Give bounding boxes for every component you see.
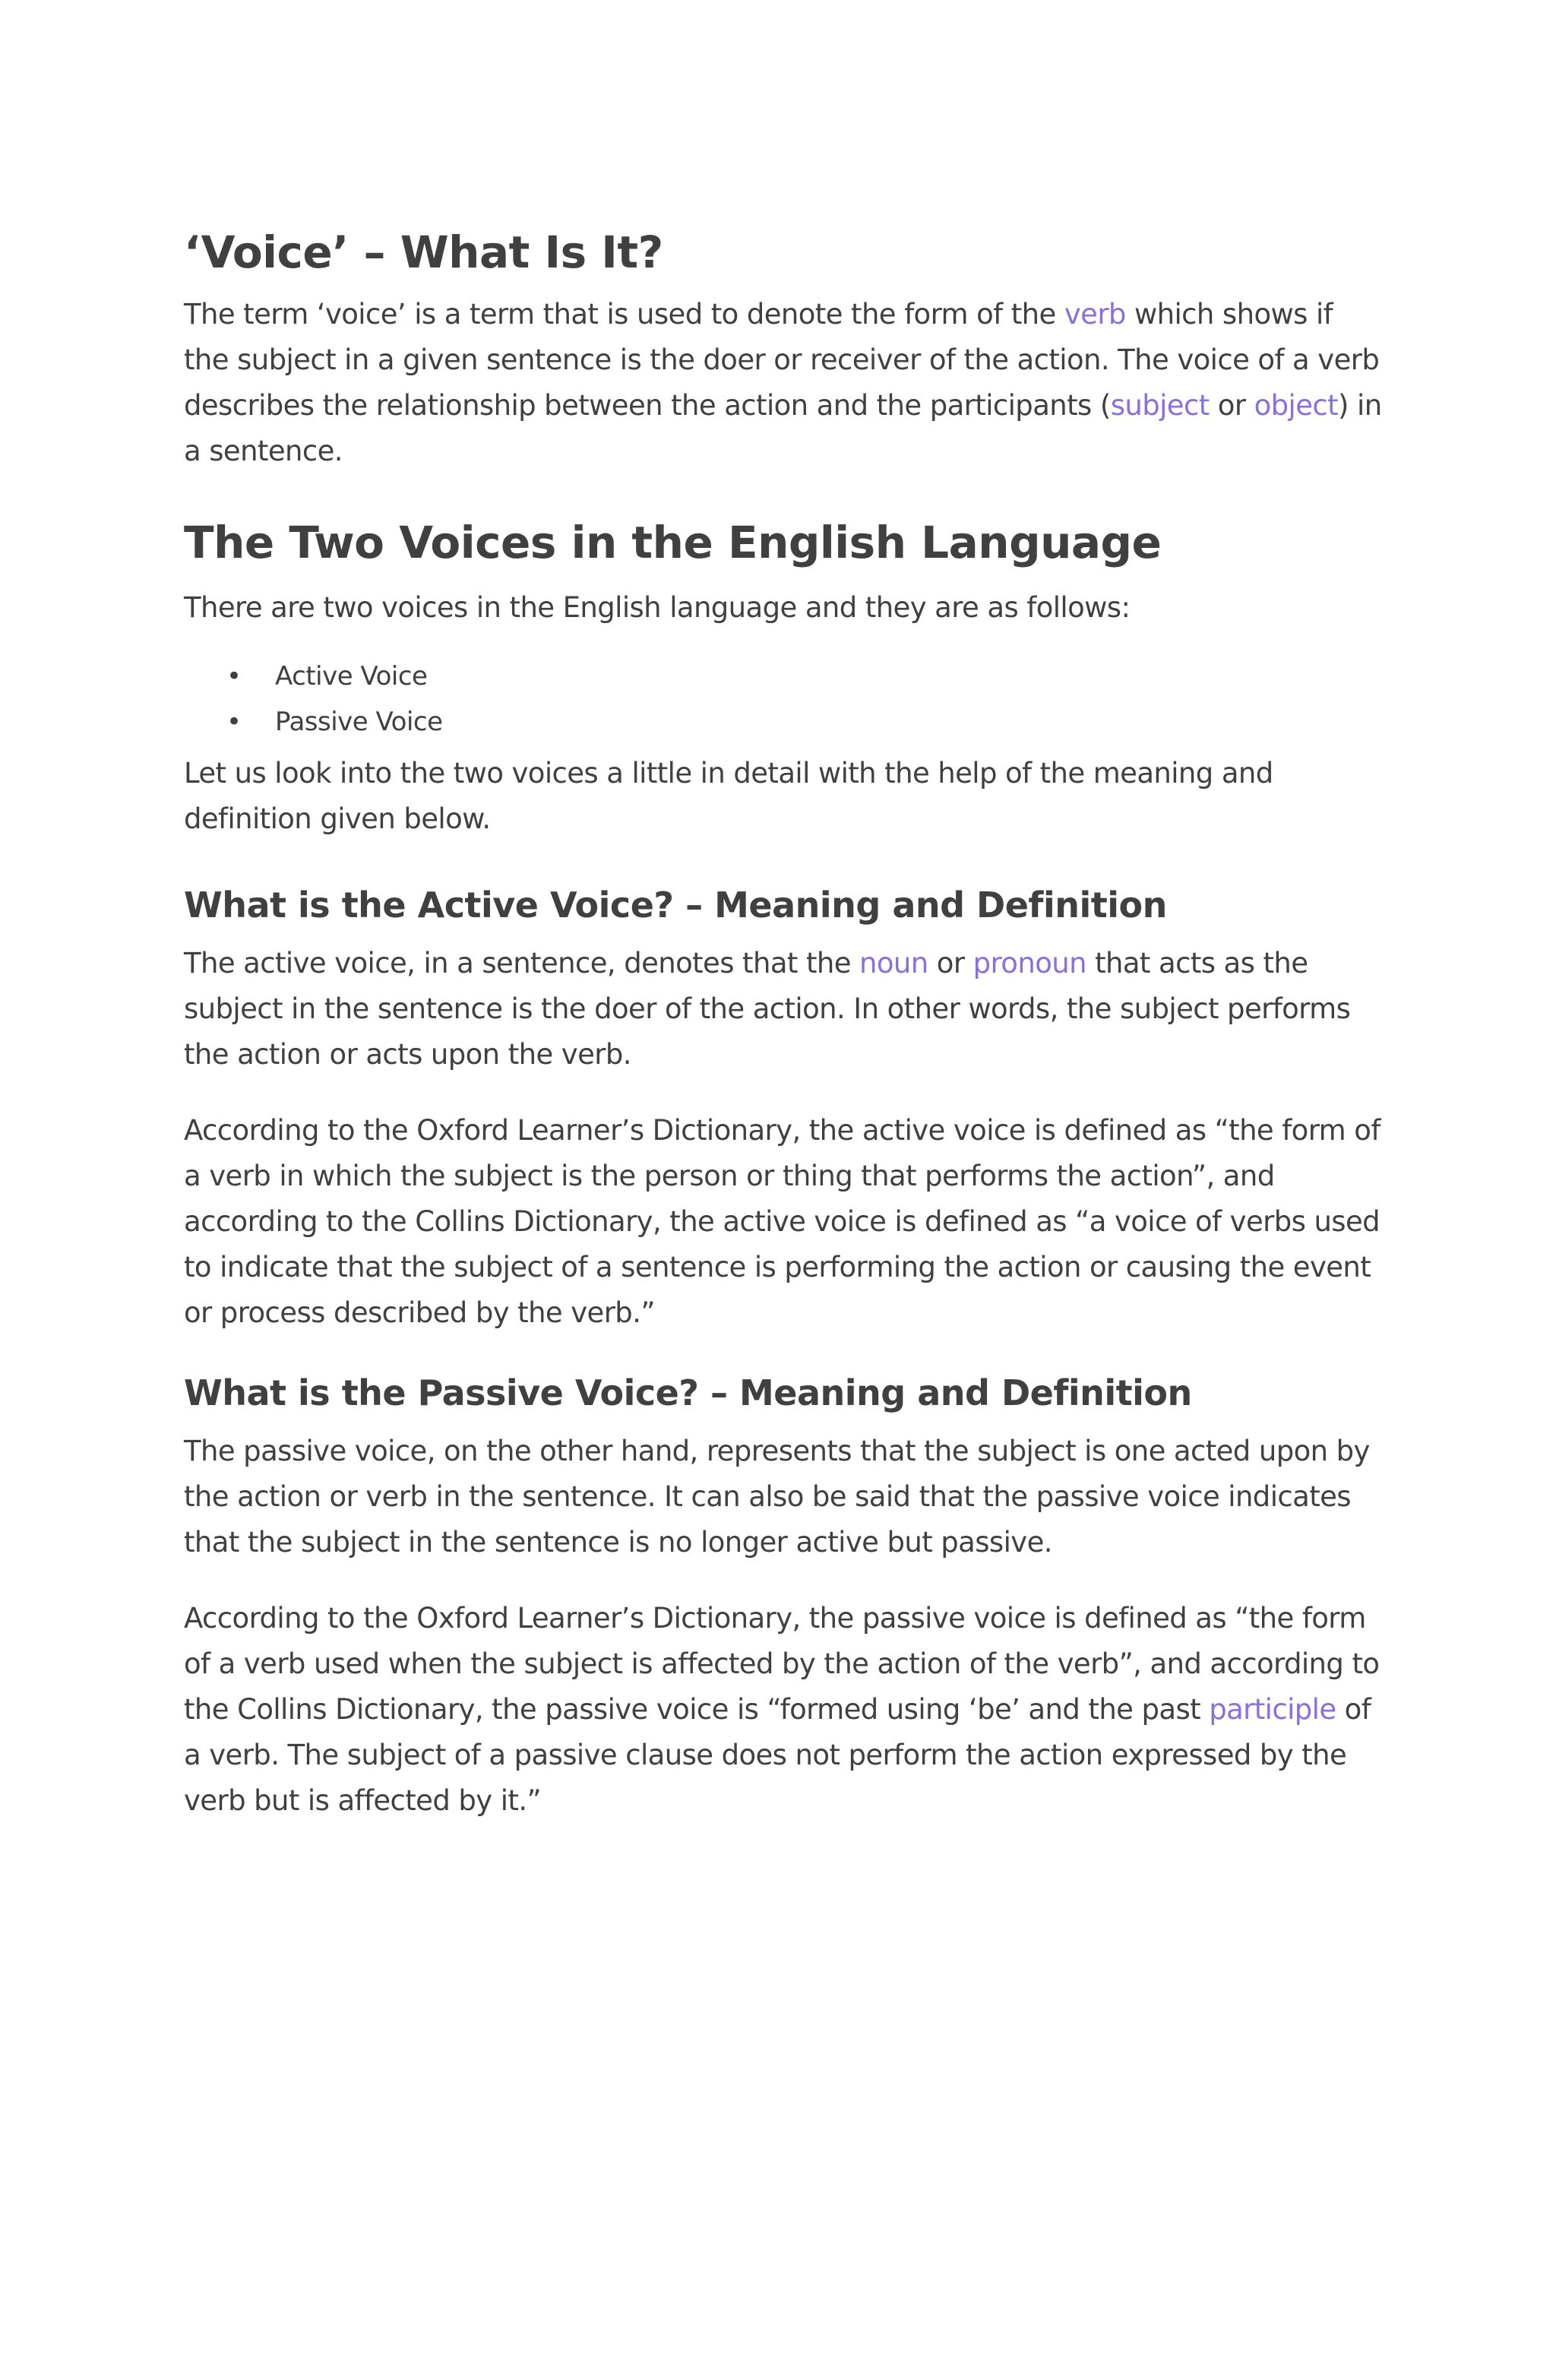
text-run: According to the Oxford Learner’s Dictionary, the passive voice is defined as “the form of a verb used when the subject is affected by the action of the verb”, and according to the Collins Dictionary, the passive voice is “formed using ‘be’ and the past [184,1602,1380,1726]
list-item-active-voice [184,654,1384,699]
active-voice-paragraph-1 [184,941,1384,1078]
voices-list [184,654,1384,745]
two-voices-outro: Let us look into the two voices a little in detail with the help of the meaning and definition given below. [184,757,1273,835]
list-item-passive-voice [184,699,1384,745]
voice-definition-paragraph [184,292,1384,474]
pronoun-link[interactable]: pronoun [972,947,1086,980]
object-link[interactable]: object [1254,389,1339,422]
passive-voice-paragraph-2 [184,1596,1384,1824]
list-item-label: Active Voice [275,661,428,692]
list-item-label: Passive Voice [275,707,443,737]
active-voice-paragraph-2: According to the Oxford Learner’s Dictionary, the active voice is defined as “the form of a verb in which the subject is the person or thing that performs the action”, and according to the Collins Dictionary, the active voice is defined as “a voice of verbs used to indicate that the subject of a sentence is performing the action or causing the event or process described by the verb.” [184,1114,1380,1329]
bullet-icon: • [226,661,242,692]
text-run: of a verb. The subject of a passive clause does not perform the action expressed by the verb but is affected by it.” [184,1693,1371,1817]
two-voices-intro: There are two voices in the English language and they are as follows: [184,591,1131,624]
text-run: or [1209,389,1254,422]
passive-voice-heading: What is the Passive Voice? – Meaning and Definition [184,1372,1192,1413]
verb-link[interactable]: verb [1064,298,1126,331]
text-run: that acts as the subject in the sentence is the doer of the action. In other words, the subject performs the action or acts upon the verb. [184,947,1351,1071]
two-voices-heading: The Two Voices in the English Language [184,517,1162,568]
noun-link[interactable]: noun [859,947,928,980]
voice-heading: ‘Voice’ – What Is It? [184,226,663,278]
participle-link[interactable]: participle [1209,1693,1336,1726]
text-run: ) in a sentence. [184,389,1382,467]
article-content [184,222,1384,1824]
text-run: or [928,947,973,980]
active-voice-heading: What is the Active Voice? – Meaning and Definition [184,885,1167,926]
text-run: which shows if the subject in a given sentence is the doer or receiver of the action. The voice of a verb describes the relationship between the action and the participants ( [184,298,1380,422]
text-run: The active voice, in a sentence, denotes that the [184,947,860,980]
bullet-icon: • [226,707,242,737]
subject-link[interactable]: subject [1110,389,1210,422]
text-run: The term ‘voice’ is a term that is used to denote the form of the [184,298,1064,331]
passive-voice-paragraph-1: The passive voice, on the other hand, represents that the subject is one acted upon by the action or verb in the sentence. It can also be said that the passive voice indicates that the subject in the sentence is no longer active but passive. [184,1435,1370,1559]
